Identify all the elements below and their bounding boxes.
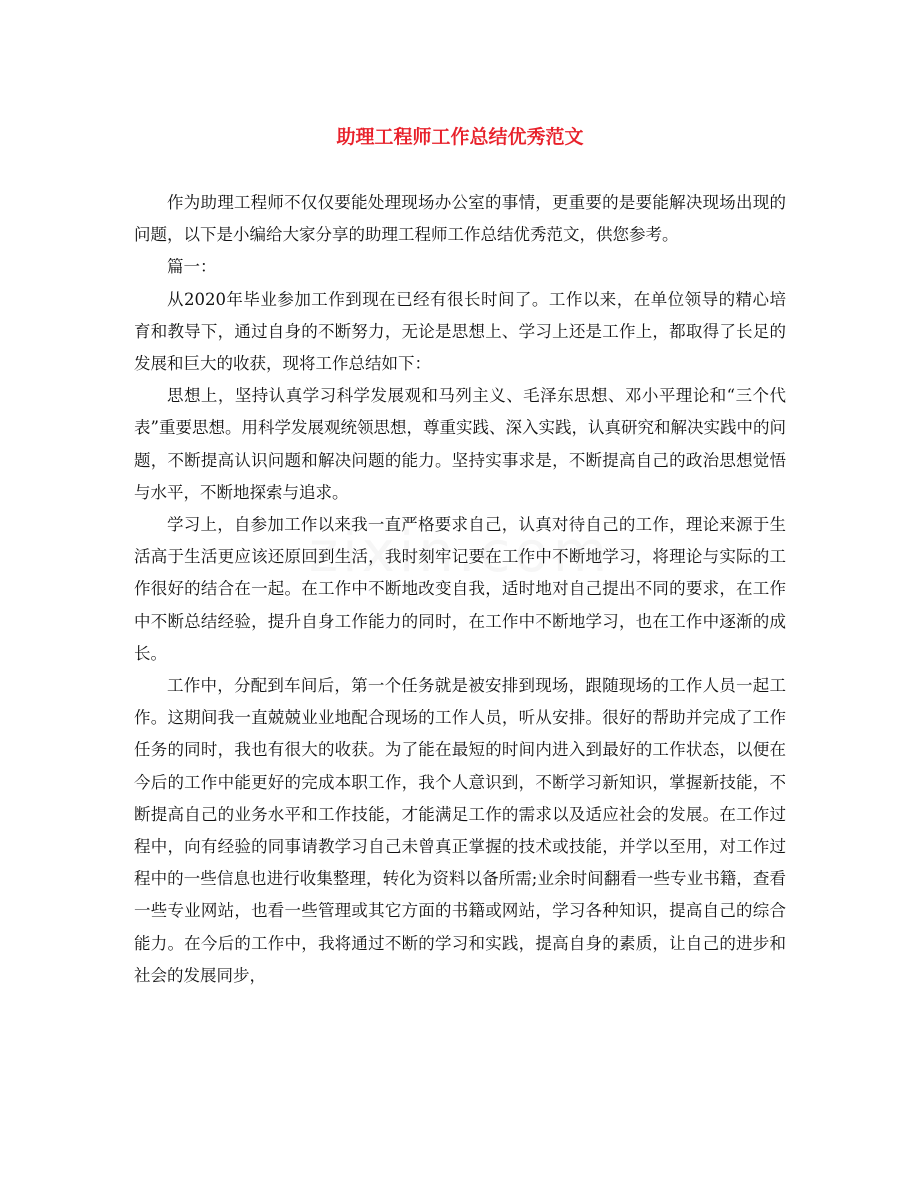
- intro-paragraph: 作为助理工程师不仅仅要能处理现场办公室的事情，更重要的是要能解决现场出现的问题，以下是小编给大家分享的助理工程师工作总结优秀范文，供您参考。: [134, 193, 786, 245]
- section-heading: 篇一：: [167, 257, 217, 277]
- body-paragraph: 从2020年毕业参加工作到现在已经有很长时间了。工作以来，在单位领导的精心培育和教导下，通过自身的不断努力，无论是思想上、学习上还是工作上，都取得了长足的发展和巨大的收获，现将工作总结如下：: [134, 289, 786, 374]
- document-body: [134, 187, 786, 992]
- body-paragraph: 思想上，坚持认真学习科学发展观和马列主义、毛泽东思想、邓小平理论和“三个代表”重要思想。用科学发展观统领思想，尊重实践、深入实践，认真研究和解决实践中的问题，不断提高认识问题和解决问题的能力。坚持实事求是，不断提高自己的政治思想觉悟与水平，不断地探索与追求。: [134, 386, 786, 502]
- body-paragraph: 学习上，自参加工作以来我一直严格要求自己，认真对待自己的工作，理论来源于生活高于生活更应该还原回到生活，我时刻牢记要在工作中不断地学习，将理论与实际的工作很好的结合在一起。在工作中不断地改变自我，适时地对自己提出不同的要求，在工作中不断总结经验，提升自身工作能力的同时，在工作中不断地学习，也在工作中逐渐的成长。: [134, 515, 786, 663]
- page-title: 助理工程师工作总结优秀范文: [336, 126, 584, 148]
- body-paragraph: 工作中，分配到车间后，第一个任务就是被安排到现场，跟随现场的工作人员一起工作。这期间我一直兢兢业业地配合现场的工作人员，听从安排。很好的帮助并完成了工作任务的同时，我也有很大的收获。为了能在最短的时间内进入到最好的工作状态，以便在今后的工作中能更好的完成本职工作，我个人意识到，不断学习新知识，掌握新技能，不断提高自己的业务水平和工作技能，才能满足工作的需求以及适应社会的发展。在工作过程中，向有经验的同事请教学习自己未曾真正掌握的技术或技能，并学以至用，对工作过程中的一些信息也进行收集整理，转化为资料以备所需;业余时间翻看一些专业书籍，查看一些专业网站，也看一些管理或其它方面的书籍或网站，学习各种知识，提高自己的综合能力。在今后的工作中，我将通过不断的学习和实践，提高自身的素质，让自己的进步和社会的发展同步，: [134, 676, 786, 985]
